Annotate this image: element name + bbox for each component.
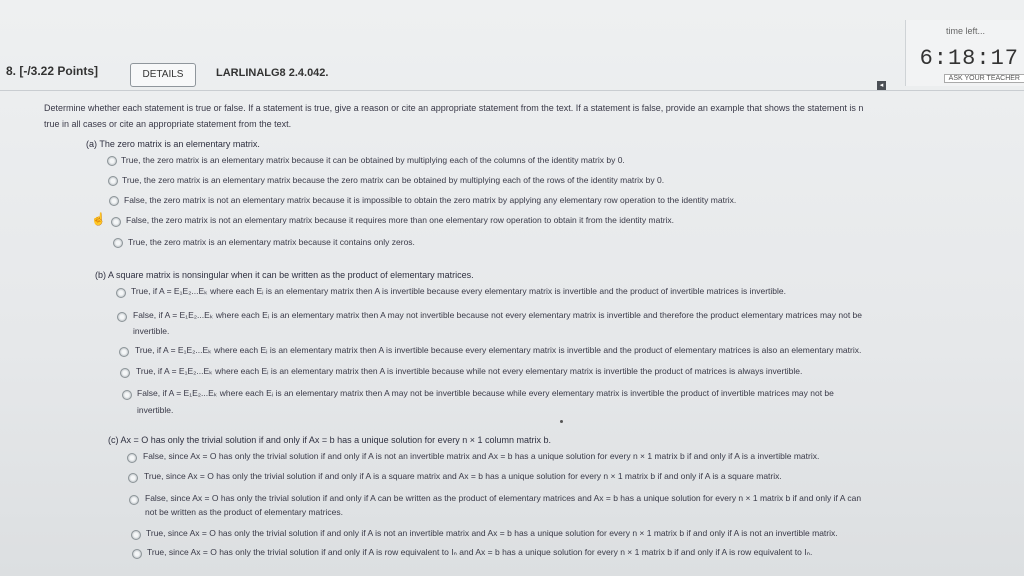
pointer-hand-icon: ☝ [91, 212, 106, 226]
decorative-dot [560, 420, 563, 423]
part-a-option-2-radio[interactable] [108, 176, 118, 186]
part-b-option-5[interactable]: False, if A = E₁E₂...Eₖ where each Eᵢ is an elementary matrix then A may not be invertible because while every elementary matrix is invertible the product of invertible matrices may not be [137, 388, 834, 398]
part-c-option-4-radio[interactable] [131, 530, 141, 540]
part-b-statement: (b) A square matrix is nonsingular when it can be written as the product of elementary matrices. [95, 270, 474, 280]
part-b-option-2-cont[interactable]: invertible. [133, 326, 170, 336]
part-a-option-3[interactable]: False, the zero matrix is not an elementary matrix because it is impossible to obtain the zero matrix by applying any elementary row operation to the identity matrix. [124, 195, 737, 205]
part-c-option-4[interactable]: True, since Ax = O has only the trivial solution if and only if A is not an invertible matrix and Ax = b has a unique solution for every n × 1 matrix b if and only if A is not an invertible matrix. [146, 528, 838, 538]
timer-label: time left... [945, 26, 985, 36]
question-code: LARLINALG8 2.4.042. [216, 67, 329, 79]
part-b-option-5-cont[interactable]: invertible. [137, 405, 174, 415]
part-c-option-5-radio[interactable] [132, 549, 142, 559]
timer-value: 6:18:17 [919, 46, 1019, 71]
details-button[interactable]: DETAILS [130, 63, 196, 87]
part-c-statement: (c) Ax = O has only the trivial solution if and only if Ax = b has a unique solution for every n × 1 column matrix b. [108, 435, 551, 445]
part-c-option-1-radio[interactable] [127, 453, 137, 463]
part-a-option-1[interactable]: True, the zero matrix is an elementary matrix because it can be obtained by multiplying each of the columns of the identity matrix by 0. [121, 155, 625, 165]
part-b-option-3[interactable]: True, if A = E₁E₂...Eₖ where each Eᵢ is an elementary matrix then A is invertible because every elementary matrix is invertible and the product of elementary matrices is also an elementary matrix. [135, 345, 862, 355]
part-a-option-4-radio[interactable] [111, 217, 121, 227]
part-c-option-5[interactable]: True, since Ax = O has only the trivial solution if and only if A is row equivalent to Iₙ and Ax = b has a unique solution for every n × 1 matrix b if and only if A is row equivalent to Iₙ. [147, 547, 813, 557]
part-b-option-2[interactable]: False, if A = E₁E₂...Eₖ where each Eᵢ is an elementary matrix then A may not invertible because not every elementary matrix is invertible and therefore the product elementary matrices may not be [133, 310, 863, 320]
part-a-option-5-radio[interactable] [113, 238, 123, 248]
part-c-option-1[interactable]: False, since Ax = O has only the trivial solution if and only if A is not an invertible matrix and Ax = b has a unique solution for every n × 1 matrix b if and only if A is a invertible matrix. [143, 451, 820, 461]
part-c-option-2[interactable]: True, since Ax = O has only the trivial solution if and only if A is a square matrix and Ax = b has a unique solution for every n × 1 matrix b if and only if A is a square matrix. [144, 471, 782, 481]
part-b-option-1-radio[interactable] [116, 288, 126, 298]
part-b-option-4-radio[interactable] [120, 368, 130, 378]
part-b-option-2-radio[interactable] [117, 312, 127, 322]
collapse-icon[interactable]: ◂ [877, 81, 886, 90]
part-b-option-1[interactable]: True, if A = E₁E₂...Eₖ where each Eᵢ is an elementary matrix then A is invertible because every elementary matrix is invertible and the product of invertible matrices is invertible. [131, 286, 786, 296]
ask-teacher-button[interactable]: ASK YOUR TEACHER [944, 74, 1024, 83]
part-a-option-4[interactable]: False, the zero matrix is not an elementary matrix because it requires more than one elementary row operation to obtain it from the identity matrix. [126, 215, 675, 225]
timer-panel [905, 20, 1024, 86]
part-a-statement: (a) The zero matrix is an elementary matrix. [86, 139, 260, 149]
part-b-option-4[interactable]: True, if A = E₁E₂...Eₖ where each Eᵢ is an elementary matrix then A is invertible because while not every elementary matrix is invertible the product of matrices is always invertible. [136, 366, 803, 376]
part-c-option-2-radio[interactable] [128, 473, 138, 483]
part-a-option-5[interactable]: True, the zero matrix is an elementary matrix because it contains only zeros. [128, 237, 415, 247]
part-b-option-3-radio[interactable] [119, 347, 129, 357]
instructions-line-2: true in all cases or cite an appropriate statement from the text. [44, 119, 292, 129]
part-a-option-3-radio[interactable] [109, 196, 119, 206]
question-number-points: 8. [-/3.22 Points] [6, 64, 99, 78]
part-a-option-2[interactable]: True, the zero matrix is an elementary matrix because the zero matrix can be obtained by multiplying each of the rows of the identity matrix by 0. [122, 175, 665, 185]
instructions-line-1: Determine whether each statement is true or false. If a statement is true, give a reason or cite an appropriate statement from the text. If a statement is false, provide an example that shows the statement is n [44, 103, 864, 113]
part-c-option-3-radio[interactable] [129, 495, 139, 505]
part-c-option-3[interactable]: False, since Ax = O has only the trivial solution if and only if A can be written as the product of elementary matrices and Ax = b has a unique solution for every n × 1 matrix b if and only if A can [145, 493, 862, 503]
divider [0, 90, 1024, 91]
part-c-option-3-cont[interactable]: not be written as the product of elementary matrices. [145, 507, 343, 517]
part-a-option-1-radio[interactable] [107, 156, 117, 166]
part-b-option-5-radio[interactable] [122, 390, 132, 400]
